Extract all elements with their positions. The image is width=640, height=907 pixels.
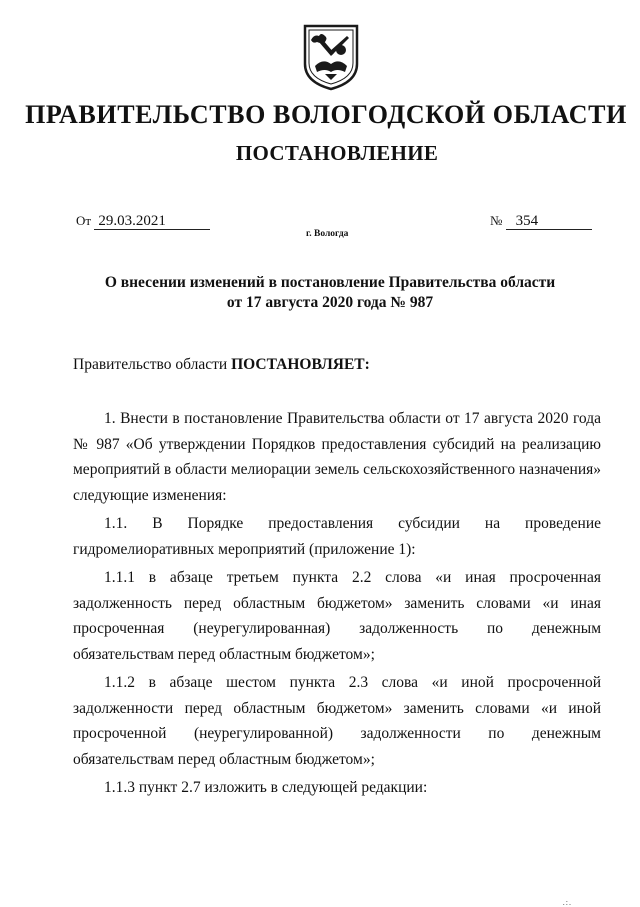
paragraph-1: 1. Внести в постановление Правительства области от 17 августа 2020 года № 987 «Об утверждении Порядков предоставления субсидий на реализацию мероприятий в области мелиорации земель сельскохозяйственного назначения» следующие изменения: [73, 410, 601, 504]
number-value: 354 [506, 213, 592, 230]
decree-intro [73, 356, 370, 374]
document-date [76, 213, 210, 230]
document-body [73, 406, 601, 801]
document-number [490, 213, 592, 230]
government-title: ПРАВИТЕЛЬСТВО ВОЛОГОДСКОЙ ОБЛАСТИ [25, 100, 627, 129]
subject-line-1: О внесении изменений в постановление Правительства области [104, 274, 556, 291]
date-label: От [76, 213, 92, 228]
paragraph-1-1-1: 1.1.1 в абзаце третьем пункта 2.2 слова «и иная просроченная задолженность перед областным бюджетом» заменить словами «и иная просроченная (неурегулированная) задолженность по денежным обязательствам перед областным бюджетом»; [73, 569, 601, 663]
coat-of-arms-icon [301, 22, 361, 92]
paragraph-1-1: 1.1. В Порядке предоставления субсидии на проведение гидромелиоративных мероприятий (приложение 1): [73, 515, 601, 558]
date-value: 29.03.2021 [94, 213, 210, 230]
paragraph-1-1-3: 1.1.3 пункт 2.7 изложить в следующей редакции: [104, 779, 428, 796]
decree-intro-text: Правительство области [73, 356, 232, 373]
subject-line-2: от 17 августа 2020 года № 987 [226, 294, 434, 311]
decree-intro-bold: ПОСТАНОВЛЯЕТ: [231, 356, 370, 373]
document-subject [0, 273, 640, 313]
number-label: № [490, 213, 503, 228]
paragraph-1-1-2: 1.1.2 в абзаце шестом пункта 2.3 слова «и иной просроченной задолженности перед областным бюджетом» заменить словами «и иной просроченной (неурегулированной) задолженности по денежным обязательствам перед областным бюджетом»; [73, 674, 601, 768]
scan-mark: .:. [562, 898, 572, 907]
document-type: ПОСТАНОВЛЕНИЕ [235, 141, 439, 165]
city-label: г. Вологда [306, 229, 349, 239]
